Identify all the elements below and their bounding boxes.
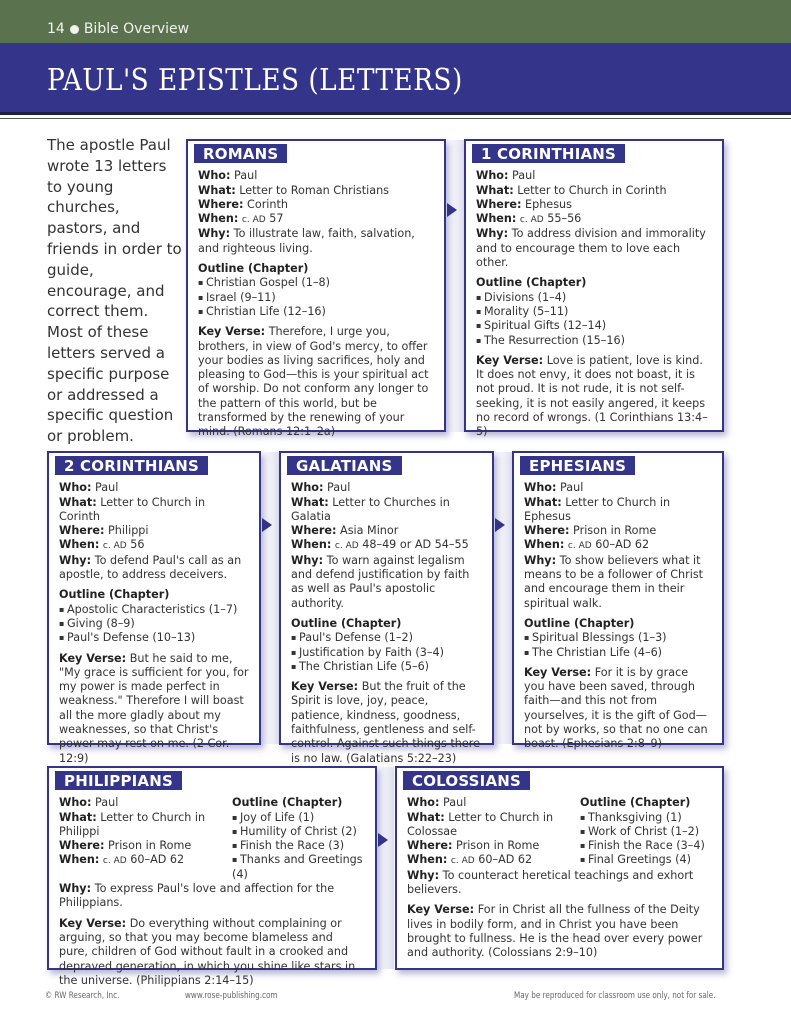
why-line: Why: To warn against legalism and defend justification by faith as well as Paul's apostolic authority. <box>291 553 470 610</box>
outline-list <box>59 603 249 646</box>
what-line: What: Letter to Church in Corinth <box>59 495 206 523</box>
letter-card-ephesians <box>512 451 724 751</box>
why-line: Why: To illustrate law, faith, salvation, and righteous living. <box>198 227 415 255</box>
outline-item: ▪ Paul's Defense (1–2) <box>291 631 482 645</box>
connector-shade <box>446 140 464 432</box>
section-name: Bible Overview <box>83 21 190 37</box>
outline-item: ▪ Finish the Race (3–4) <box>580 839 712 853</box>
footer-website-link[interactable]: www.rose-publishing.com <box>185 991 278 1001</box>
when-line: When: c. AD 55–56 <box>476 212 582 226</box>
why-line: Why: To express Paul's love and affection for the Philippians. <box>59 882 335 910</box>
card-title: ROMANS <box>194 144 287 163</box>
what-line: What: Letter to Roman Christians <box>198 183 389 197</box>
outline-heading: Outline (Chapter) <box>580 796 691 810</box>
footer-copyright: © RW Research, Inc. <box>45 991 120 1001</box>
outline-item: ▪ Joy of Life (1) <box>232 811 365 825</box>
outline-item: ▪ Thanksgiving (1) <box>580 811 712 825</box>
outline-list <box>291 631 482 674</box>
why-line: Why: To address division and immorality and to encourage them to love each other. <box>476 227 706 270</box>
outline-item: ▪ Apostolic Characteristics (1–7) <box>59 603 249 617</box>
why-line: Why: To defend Paul's call as an apostle, to address deceivers. <box>59 553 242 582</box>
key-verse: Key Verse: But the fruit of the Spirit is love, joy, peace, patience, kindness, goodness, faithfulness, gentleness and self-control. Against such things there is no law. (Galatians 5:22–23) <box>291 680 480 765</box>
outline-list <box>524 631 712 660</box>
letter-card-romans <box>186 139 446 439</box>
connector-shade <box>494 452 512 744</box>
arrow-right-icon <box>378 833 388 847</box>
who-line: Who: Paul <box>59 796 119 810</box>
where-line: Where: Prison in Rome <box>524 524 657 538</box>
outline-list <box>198 276 434 319</box>
when-line: When: c. AD 48–49 or AD 54–55 <box>291 538 469 552</box>
arrow-right-icon <box>495 518 505 532</box>
when-line: When: c. AD 60–AD 62 <box>524 538 650 552</box>
outline-heading: Outline (Chapter) <box>476 276 587 290</box>
where-line: Where: Ephesus <box>476 197 572 211</box>
what-line: What: Letter to Church in Corinth <box>476 183 667 197</box>
breadcrumb <box>47 21 189 37</box>
outline-list <box>232 811 365 882</box>
where-line: Where: Corinth <box>198 197 288 211</box>
where-line: Where: Asia Minor <box>291 524 399 538</box>
key-verse: Key Verse: For in Christ all the fullness of the Deity lives in bodily form, and in Christ you have been brought to fullness. He is the head over every power and authority. (Colossians 2:9–10) <box>407 903 703 960</box>
card-title: 1 CORINTHIANS <box>472 144 625 163</box>
arrow-right-icon <box>262 518 272 532</box>
what-line: What: Letter to Church in Colossae <box>407 810 554 838</box>
what-line: What: Letter to Church in Ephesus <box>524 495 671 523</box>
outline-heading: Outline (Chapter) <box>198 262 309 276</box>
card-title: EPHESIANS <box>520 456 635 475</box>
letter-card-colossians <box>395 766 724 970</box>
arrow-right-icon <box>447 203 457 217</box>
outline-list <box>476 291 712 348</box>
when-line: When: c. AD 56 <box>59 538 145 552</box>
outline-item: ▪ Finish the Race (3) <box>232 839 365 853</box>
why-line: Why: To counteract heretical teachings and exhort believers. <box>407 868 694 897</box>
key-verse: Key Verse: Do everything without complaining or arguing, so that you may become blameless and pure, children of God without fault in a crooked and depraved generation, in which you shine like stars in the universe. (Philippians 2:14–15) <box>59 916 356 987</box>
letter-card-2-corinthians <box>47 451 261 765</box>
when-line: When: c. AD 60–AD 62 <box>59 853 185 867</box>
card-title: 2 CORINTHIANS <box>55 456 208 475</box>
where-line: Where: Prison in Rome <box>407 839 540 853</box>
outline-item: ▪ Spiritual Blessings (1–3) <box>524 631 712 645</box>
outline-list <box>580 811 712 868</box>
outline-heading: Outline (Chapter) <box>291 616 402 630</box>
letter-card-philippians <box>47 766 377 987</box>
letter-card-1-corinthians <box>464 139 724 439</box>
outline-item: ▪ Humility of Christ (2) <box>232 825 365 839</box>
bullet-dot-icon <box>70 25 79 34</box>
who-line: Who: Paul <box>59 481 119 495</box>
outline-item: ▪ Spiritual Gifts (12–14) <box>476 319 712 333</box>
who-line: Who: Paul <box>476 169 536 183</box>
intro-paragraph: The apostle Paul wrote 13 letters to young churches, pastors, and friends in order to guide, encourage, and correct them. Most of these letters served a specific purpose or addressed a specific question or problem. <box>47 136 182 446</box>
outline-item: ▪ Christian Life (12–16) <box>198 305 434 319</box>
outline-item: ▪ Israel (9–11) <box>198 291 434 305</box>
what-line: What: Letter to Church in Philippi <box>59 810 206 838</box>
where-line: Where: Prison in Rome <box>59 839 192 853</box>
who-line: Who: Paul <box>407 796 467 810</box>
outline-item: ▪ Work of Christ (1–2) <box>580 825 712 839</box>
outline-heading: Outline (Chapter) <box>232 796 343 810</box>
where-line: Where: Philippi <box>59 524 149 538</box>
when-line: When: c. AD 60–AD 62 <box>407 853 533 867</box>
title-banner <box>0 43 791 115</box>
footer-notice: May be reproduced for classroom use only, not for sale. <box>514 991 716 1001</box>
outline-heading: Outline (Chapter) <box>59 588 170 602</box>
connector-shade <box>261 452 279 744</box>
when-line: When: c. AD 57 <box>198 212 284 226</box>
why-line: Why: To show believers what it means to be a follower of Christ and encourage them in their spiritual walk. <box>524 553 704 610</box>
outline-item: ▪ Christian Gospel (1–8) <box>198 276 434 290</box>
outline-item: ▪ Divisions (1–4) <box>476 291 712 305</box>
card-title: PHILIPPIANS <box>55 771 182 790</box>
letter-card-galatians <box>279 451 494 765</box>
key-verse: Key Verse: But he said to me, "My grace is sufficient for you, for my power is made perfect in weakness." Therefore I will boast all the more gladly about my weaknesses, so that Christ's power may rest on me. (2 Cor. 12:9) <box>59 651 249 765</box>
key-verse: Key Verse: Love is patient, love is kind. It does not envy, it does not boast, it is not proud. It is not rude, it is not self-seeking, it is not easily angered, it keeps no record of wrongs. (1 Corinthians 13:4–5) <box>476 353 708 439</box>
outline-item: ▪ Final Greetings (4) <box>580 853 712 867</box>
outline-item: ▪ The Resurrection (15–16) <box>476 334 712 348</box>
outline-item: ▪ The Christian Life (4–6) <box>524 646 712 660</box>
outline-item: ▪ Giving (8–9) <box>59 617 249 631</box>
card-title: GALATIANS <box>287 456 402 475</box>
page-number: 14 <box>47 21 65 37</box>
card-title: COLOSSIANS <box>403 771 530 790</box>
running-header <box>0 0 791 43</box>
outline-item: ▪ The Christian Life (5–6) <box>291 660 482 674</box>
who-line: Who: Paul <box>291 481 351 495</box>
page-title: PAUL'S EPISTLES (LETTERS) <box>47 63 463 98</box>
who-line: Who: Paul <box>524 481 584 495</box>
outline-item: ▪ Justification by Faith (3–4) <box>291 646 482 660</box>
key-verse: Key Verse: Therefore, I urge you, brothers, in view of God's mercy, to offer your bodies as living sacrifices, holy and pleasing to God—this is your spiritual act of worship. Do not conform any longer to the pattern of this world, but be transformed by the renewing of your mind. (Romans 12:1–2a) <box>198 325 429 439</box>
outline-item: ▪ Morality (5–11) <box>476 305 712 319</box>
connector-shade <box>376 767 394 969</box>
who-line: Who: Paul <box>198 169 258 183</box>
outline-item: ▪ Paul's Defense (10–13) <box>59 631 249 645</box>
outline-heading: Outline (Chapter) <box>524 616 635 630</box>
key-verse: Key Verse: For it is by grace you have been saved, through faith—and this not from yourselves, it is the gift of God—not by works, so that no one can boast. (Ephesians 2:8–9) <box>524 665 708 751</box>
outline-item: ▪ Thanks and Greetings (4) <box>232 853 365 882</box>
what-line: What: Letter to Churches in Galatia <box>291 495 450 523</box>
